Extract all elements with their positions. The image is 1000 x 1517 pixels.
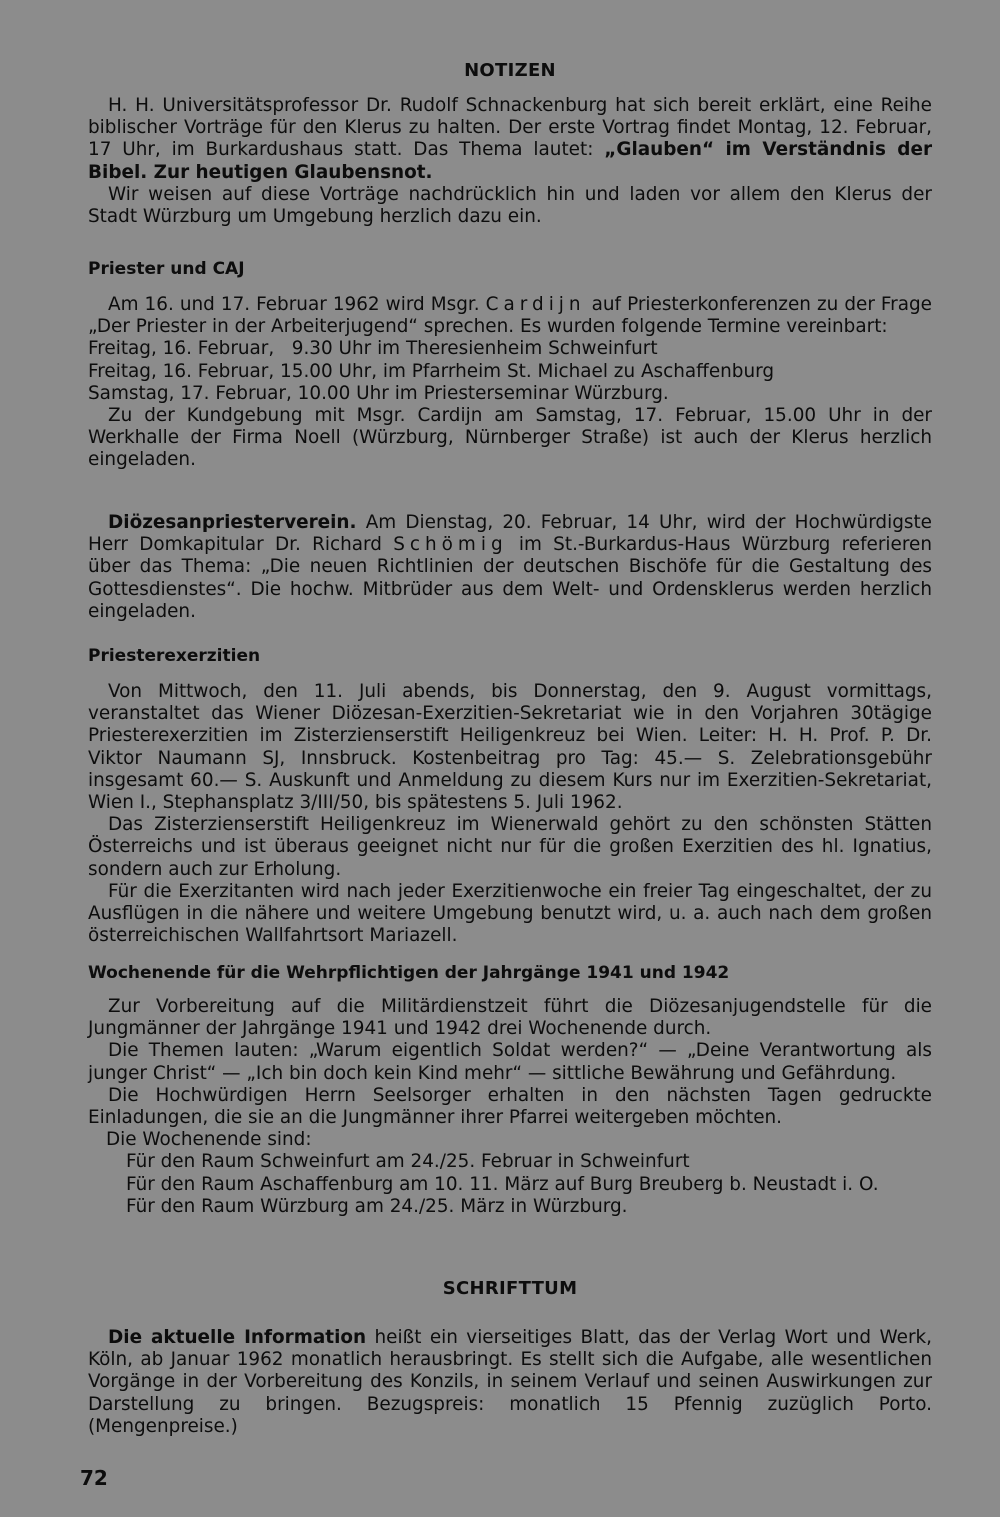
paragraph-text: Die Themen lauten: „Warum eigentlich Soldat werden?“ — „Deine Verantwortung als junger Christ“ — „Ich bin doch kein Kind mehr“ — sittliche Bewährung und Gefährdung. xyxy=(88,1040,932,1084)
paragraph-bold-text: Diözesanpriesterverein. xyxy=(108,512,357,533)
person-name: Cardijn xyxy=(485,294,586,315)
schedule-line: Freitag, 16. Februar, 15.00 Uhr, im Pfarrheim St. Michael zu Aschaffenburg xyxy=(88,360,775,382)
person-name: Schömig xyxy=(393,534,508,556)
schedule-line: Für den Raum Aschaffenburg am 10. 11. März auf Burg Breuberg b. Neustadt i. O. xyxy=(126,1173,879,1195)
paragraph-text: Am 16. und 17. Februar 1962 wird Msgr. xyxy=(108,294,486,315)
paragraph-text: Für die Exerzitanten wird nach jeder Exerzitienwoche ein freier Tag eingeschaltet, der zu Ausflügen in die nähere und weitere Umgebung benutzt wird, u. a. auch nach dem großen österreichischen Wallfahrtsort Mariazell. xyxy=(88,880,932,947)
section-priesterexerzitien xyxy=(88,645,932,947)
paragraph-text: Zur Vorbereitung auf die Militärdienstzeit führt die Diözesanjugendstelle für die Jungmänner der Jahrgänge 1941 und 1942 drei Wochenende durch. xyxy=(88,996,932,1040)
section-heading: Wochenende für die Wehrpflichtigen der Jahrgänge 1941 und 1942 xyxy=(88,963,730,983)
paragraph xyxy=(88,996,932,1218)
schedule-line: Freitag, 16. Februar, 9.30 Uhr im Theresienheim Schweinfurt xyxy=(88,338,658,360)
paragraph-text: Von Mittwoch, den 11. Juli abends, bis Donnerstag, den 9. August vormittags, veranstaltet das Wiener Diözesan-Exerzitien-Sekretariat wie in den Vorjahren 30tägige Priesterexerzitien im Zisterzienserstift Heiligenkreuz bei Wien. Leiter: H. H. Prof. P. Dr. Viktor Naumann SJ, Innsbruck. Kostenbeitrag pro Tag: 45.— S. Zelebrationsgebühr insgesamt 60.— S. Auskunft und Anmeldung zu diesem Kurs nur im Exerzitien-Sekretariat, Wien I., Stephansplatz 3/III/50, bis spätestens 5. Juli 1962. xyxy=(88,681,932,814)
paragraph-text: Zu der Kundgebung mit Msgr. Cardijn am Samstag, 17. Februar, 15.00 Uhr in der Werkhalle der Firma Noell (Würzburg, Nürnberger Straße) ist auch der Klerus herzlich eingeladen. xyxy=(88,405,932,471)
schedule-line: Samstag, 17. Februar, 10.00 Uhr im Priesterseminar Würzburg. xyxy=(88,382,669,404)
paragraph xyxy=(88,294,932,472)
schedule-line: Für den Raum Würzburg am 24./25. März in Würzburg. xyxy=(126,1195,628,1217)
paragraph-text: im St.-Burkardus-Haus Würzburg referieren über das Thema: „Die neuen Richtlinien der deutschen Bischöfe für die Gestaltung des Gottesdienstes“. Die hochw. Mitbrüder aus dem Welt- und Ordensklerus werden herzlich eingeladen. xyxy=(88,534,932,622)
paragraph-bold-text: „Glauben“ im Verständnis der Bibel. Zur heutigen Glaubensnot. xyxy=(88,139,933,183)
paragraph-text: Die Hochwürdigen Herrn Seelsorger erhalten in den nächsten Tagen gedruckte Einladungen, die sie an die Jungmänner ihrer Pfarrei weitergeben möchten. xyxy=(88,1084,932,1129)
paragraph-text: Am Dienstag, 20. Februar, 14 Uhr, wird der Hochwürdigste Herr Domkapitular Dr. Richard xyxy=(88,512,932,556)
page-number: 72 xyxy=(80,1466,108,1490)
paragraph-bold-text: Die aktuelle Information xyxy=(108,1327,367,1348)
paragraph-text: Die Wochenende sind: xyxy=(106,1129,312,1151)
paragraph xyxy=(88,1327,932,1438)
paragraph xyxy=(88,95,932,228)
section-schrifttum xyxy=(88,1278,932,1438)
section-title: NOTIZEN xyxy=(464,60,556,81)
section-heading: Priesterexerzitien xyxy=(88,646,261,666)
paragraph-text: heißt ein vierseitiges Blatt, das der Verlag Wort und Werk, Köln, ab Januar 1962 monatlich herausbringt. Es stellt sich die Aufgabe, alle wesentlichen Vorgänge in der Vorbereitung des Konzils, in seinem Verlauf und seinen Auswirkungen zur Darstellung zu bringen. Bezugspreis: monatlich 15 Pfennig zuzüglich Porto. (Mengenpreise.) xyxy=(88,1327,932,1437)
paragraph-text: H. H. Universitätsprofessor Dr. Rudolf Schnackenburg hat sich bereit erklärt, eine Reihe biblischer Vorträge für den Klerus zu halten. Der erste Vortrag findet Montag, 12. Februar, 17 Uhr, im Burkardushaus statt. Das Thema lautet: xyxy=(88,95,932,161)
paragraph-text: Wir weisen auf diese Vorträge nachdrücklich hin und laden vor allem den Klerus der Stadt Würzburg um Umgebung herzlich dazu ein. xyxy=(88,183,932,228)
paragraph-text: auf Priesterkonferenzen zu der Frage „Der Priester in der Arbeiterjugend“ sprechen. Es wurden folgende Termine vereinbart: xyxy=(88,294,932,338)
section-dioezesanpriesterverein xyxy=(88,512,932,623)
section-wochenende xyxy=(88,962,932,1218)
section-priester-caj xyxy=(88,258,932,472)
schedule-line: Für den Raum Schweinfurt am 24./25. Februar in Schweinfurt xyxy=(126,1151,690,1173)
section-title: SCHRIFTTUM xyxy=(442,1278,578,1299)
paragraph xyxy=(88,512,932,623)
paragraph xyxy=(88,681,932,947)
section-heading: Priester und CAJ xyxy=(88,259,245,279)
section-notizen xyxy=(88,60,932,228)
paragraph-text: Das Zisterzienserstift Heiligenkreuz im Wienerwald gehört zu den schönsten Stätten Österreichs und ist überaus geeignet nicht nur für die großen Exerzitien des hl. Ignatius, sondern auch zur Erholung. xyxy=(88,814,932,880)
